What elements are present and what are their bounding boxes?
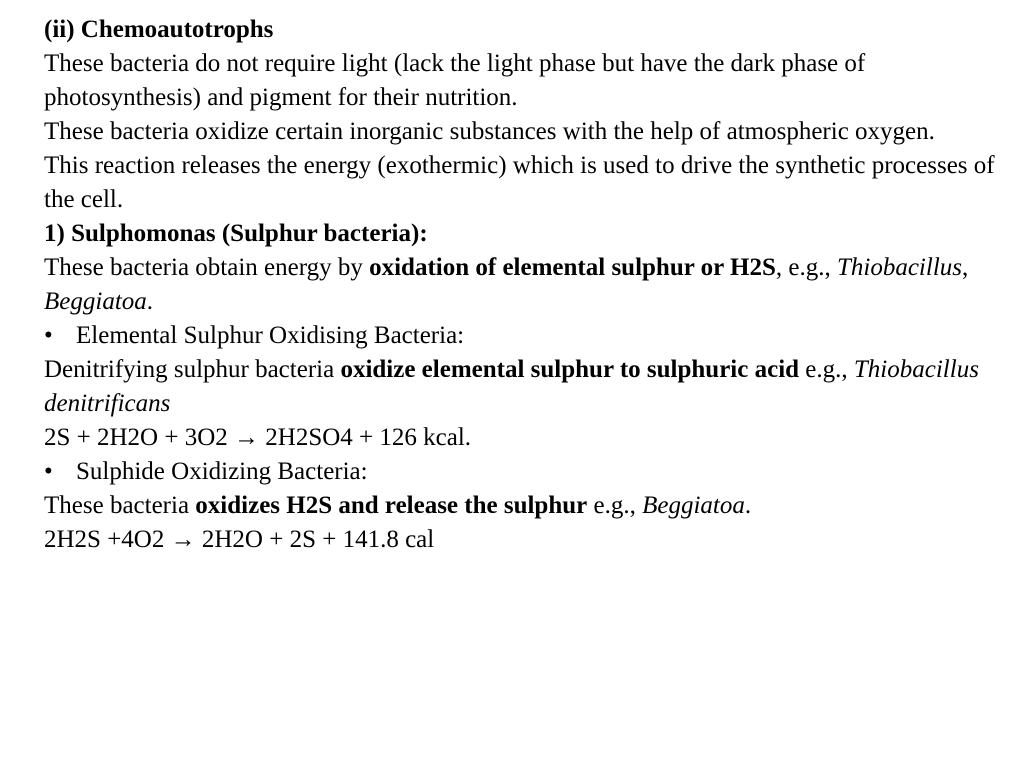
italic-species-beggiatoa: Beggiatoa xyxy=(642,492,745,519)
paragraph-light-requirement: These bacteria do not require light (lack the light phase but have the dark phase of photosynthesis) and pigment for their nutrition. xyxy=(44,50,866,111)
bullet-text: Sulphide Oxidizing Bacteria: xyxy=(76,458,368,485)
text-run: . xyxy=(744,492,752,519)
text-run: e.g., xyxy=(799,356,854,383)
sub-heading-sulphomonas: 1) Sulphomonas (Sulphur bacteria): xyxy=(44,220,428,247)
italic-species-thiobacillus: Thiobacillus xyxy=(836,254,962,281)
paragraph-energy-release: This reaction releases the energy (exothermic) which is used to drive the synthetic processes of the cell. xyxy=(44,152,995,213)
section-heading: (ii) Chemoautotrophs xyxy=(44,16,274,43)
paragraph-denitrifying xyxy=(44,353,1004,421)
text-run: , e.g., xyxy=(775,254,837,281)
bullet-elemental-sulphur xyxy=(44,319,1004,353)
text-run: . xyxy=(146,288,154,315)
bold-run: oxidize elemental sulphur to sulphuric acid xyxy=(340,356,800,383)
paragraph-sulphomonas-energy xyxy=(44,251,1004,319)
slide-content xyxy=(44,13,1004,557)
paragraph-sulphide xyxy=(44,489,1004,523)
text-run: These bacteria xyxy=(44,492,196,519)
text-run: These bacteria obtain energy by xyxy=(44,254,370,281)
italic-species-denitrificans: Thiobacillus denitrificans xyxy=(44,356,979,417)
equation-sulphide: 2H2S +4O2 → 2H2O + 2S + 141.8 cal xyxy=(44,526,435,553)
italic-species-beggiatoa: Beggiatoa xyxy=(44,288,147,315)
bold-run: oxidizes H2S and release the sulphur xyxy=(195,492,588,519)
bullet-text: Elemental Sulphur Oxidising Bacteria: xyxy=(76,322,465,349)
text-run: e.g., xyxy=(587,492,643,519)
bullet-icon: • xyxy=(44,322,53,349)
paragraph-oxidation: These bacteria oxidize certain inorganic substances with the help of atmospheric oxygen. xyxy=(44,118,935,145)
bullet-sulphide-oxidizing xyxy=(44,455,1004,489)
bold-run: oxidation of elemental sulphur or H2S xyxy=(369,254,776,281)
equation-sulphuric-acid: 2S + 2H2O + 3O2 → 2H2SO4 + 126 kcal. xyxy=(44,424,472,451)
text-run: Denitrifying sulphur bacteria xyxy=(44,356,341,383)
text-run: , xyxy=(962,254,969,281)
bullet-icon: • xyxy=(44,458,53,485)
